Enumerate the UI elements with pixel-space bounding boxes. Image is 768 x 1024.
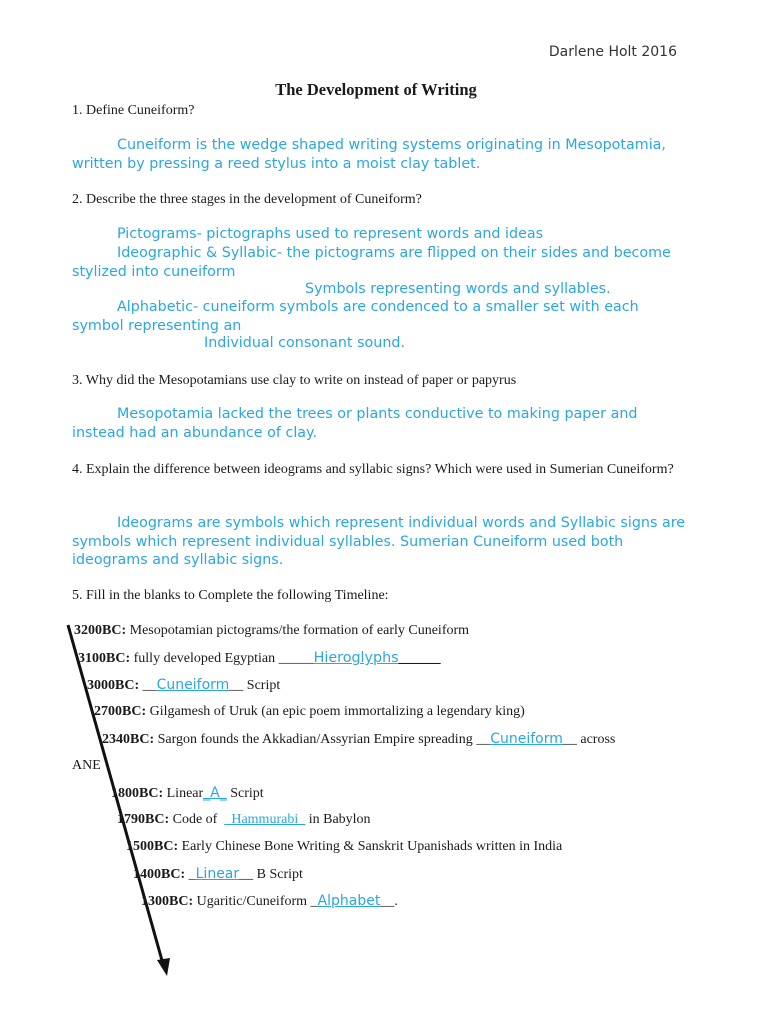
- timeline-date: 3000BC:: [87, 678, 140, 693]
- answer-1: Cuneiform is the wedge shaped writing systems originating in Mesopotamia, written by pressing a reed stylus into a moist clay tablet.: [72, 137, 666, 172]
- answer-2-line-2: Ideographic & Syllabic- the pictograms are flipped on their sides and become stylized into cuneiform: [72, 245, 671, 280]
- timeline-date: 2700BC:: [94, 704, 147, 719]
- timeline-text: Mesopotamian pictograms/the formation of early Cuneiform: [129, 623, 470, 638]
- timeline-text: Gilgamesh of Uruk (an epic poem immortalizing a legendary king): [149, 704, 525, 719]
- timeline-entry: 1400BC: _Linear__ B Script: [133, 866, 303, 882]
- question-5: 5. Fill in the blanks to Complete the following Timeline:: [72, 588, 389, 603]
- timeline-entry: [94, 704, 525, 720]
- blank-answer: Cuneiform: [156, 677, 230, 693]
- timeline-date: 1300BC:: [141, 894, 194, 909]
- question-1: 1. Define Cuneiform?: [72, 103, 195, 118]
- document-title: The Development of Writing: [275, 80, 477, 99]
- timeline-entry: 1790BC: Code of _Hammurabi_ in Babylon: [117, 812, 371, 827]
- timeline-entry: [74, 623, 469, 639]
- timeline-entry-continued: ANE: [72, 758, 101, 773]
- blank-answer: _Hammurabi_: [224, 812, 306, 827]
- timeline-entry: [126, 839, 562, 855]
- timeline-entry: 3100BC: fully developed Egyptian _____Hieroglyphs______: [78, 650, 441, 666]
- blank-answer: _A_: [203, 785, 227, 801]
- timeline-entry: 1800BC: Linear_A_ Script: [111, 785, 264, 801]
- answer-4: Ideograms are symbols which represent individual words and Syllabic signs are symbols which represent individual syllables. Sumerian Cuneiform used both ideograms and syllabic signs.: [72, 515, 686, 568]
- timeline-entry: 2340BC: Sargon founds the Akkadian/Assyrian Empire spreading __Cuneiform__ across: [102, 731, 616, 747]
- blank-answer: Alphabet: [317, 893, 381, 909]
- timeline-date: 2340BC:: [102, 732, 155, 747]
- blank-answer: Hieroglyphs: [313, 650, 399, 666]
- answer-2-line-1: Pictograms- pictographs used to represent words and ideas: [117, 226, 544, 242]
- blank-answer: Cuneiform: [490, 731, 563, 747]
- timeline-entry: 1300BC: Ugaritic/Cuneiform _Alphabet__.: [141, 893, 398, 909]
- question-3: 3. Why did the Mesopotamians use clay to write on instead of paper or papyrus: [72, 373, 517, 388]
- timeline-entry: 3000BC: __Cuneiform__ Script: [87, 677, 281, 693]
- answer-3: Mesopotamia lacked the trees or plants conductive to making paper and instead had an abundance of clay.: [72, 406, 638, 441]
- timeline-date: 3200BC:: [74, 623, 127, 638]
- question-4: 4. Explain the difference between ideograms and syllabic signs? Which were used in Sumerian Cuneiform?: [72, 462, 674, 477]
- timeline-text: Early Chinese Bone Writing & Sanskrit Upanishads written in India: [181, 839, 563, 854]
- answer-2-line-5: Individual consonant sound.: [204, 335, 406, 351]
- question-2: 2. Describe the three stages in the development of Cuneiform?: [72, 192, 422, 207]
- answer-2-line-3: Symbols representing words and syllables.: [305, 281, 611, 297]
- author-name: Darlene Holt 2016: [548, 44, 677, 60]
- timeline-date: 1500BC:: [126, 839, 179, 854]
- blank-answer: Linear: [195, 866, 240, 882]
- timeline-date: 1790BC:: [117, 812, 170, 827]
- timeline-date: 1400BC:: [133, 867, 186, 882]
- answer-2-line-4: Alphabetic- cuneiform symbols are condenced to a smaller set with each symbol representing an: [72, 299, 639, 334]
- timeline-date: 1800BC:: [111, 786, 164, 801]
- timeline-date: 3100BC:: [78, 651, 131, 666]
